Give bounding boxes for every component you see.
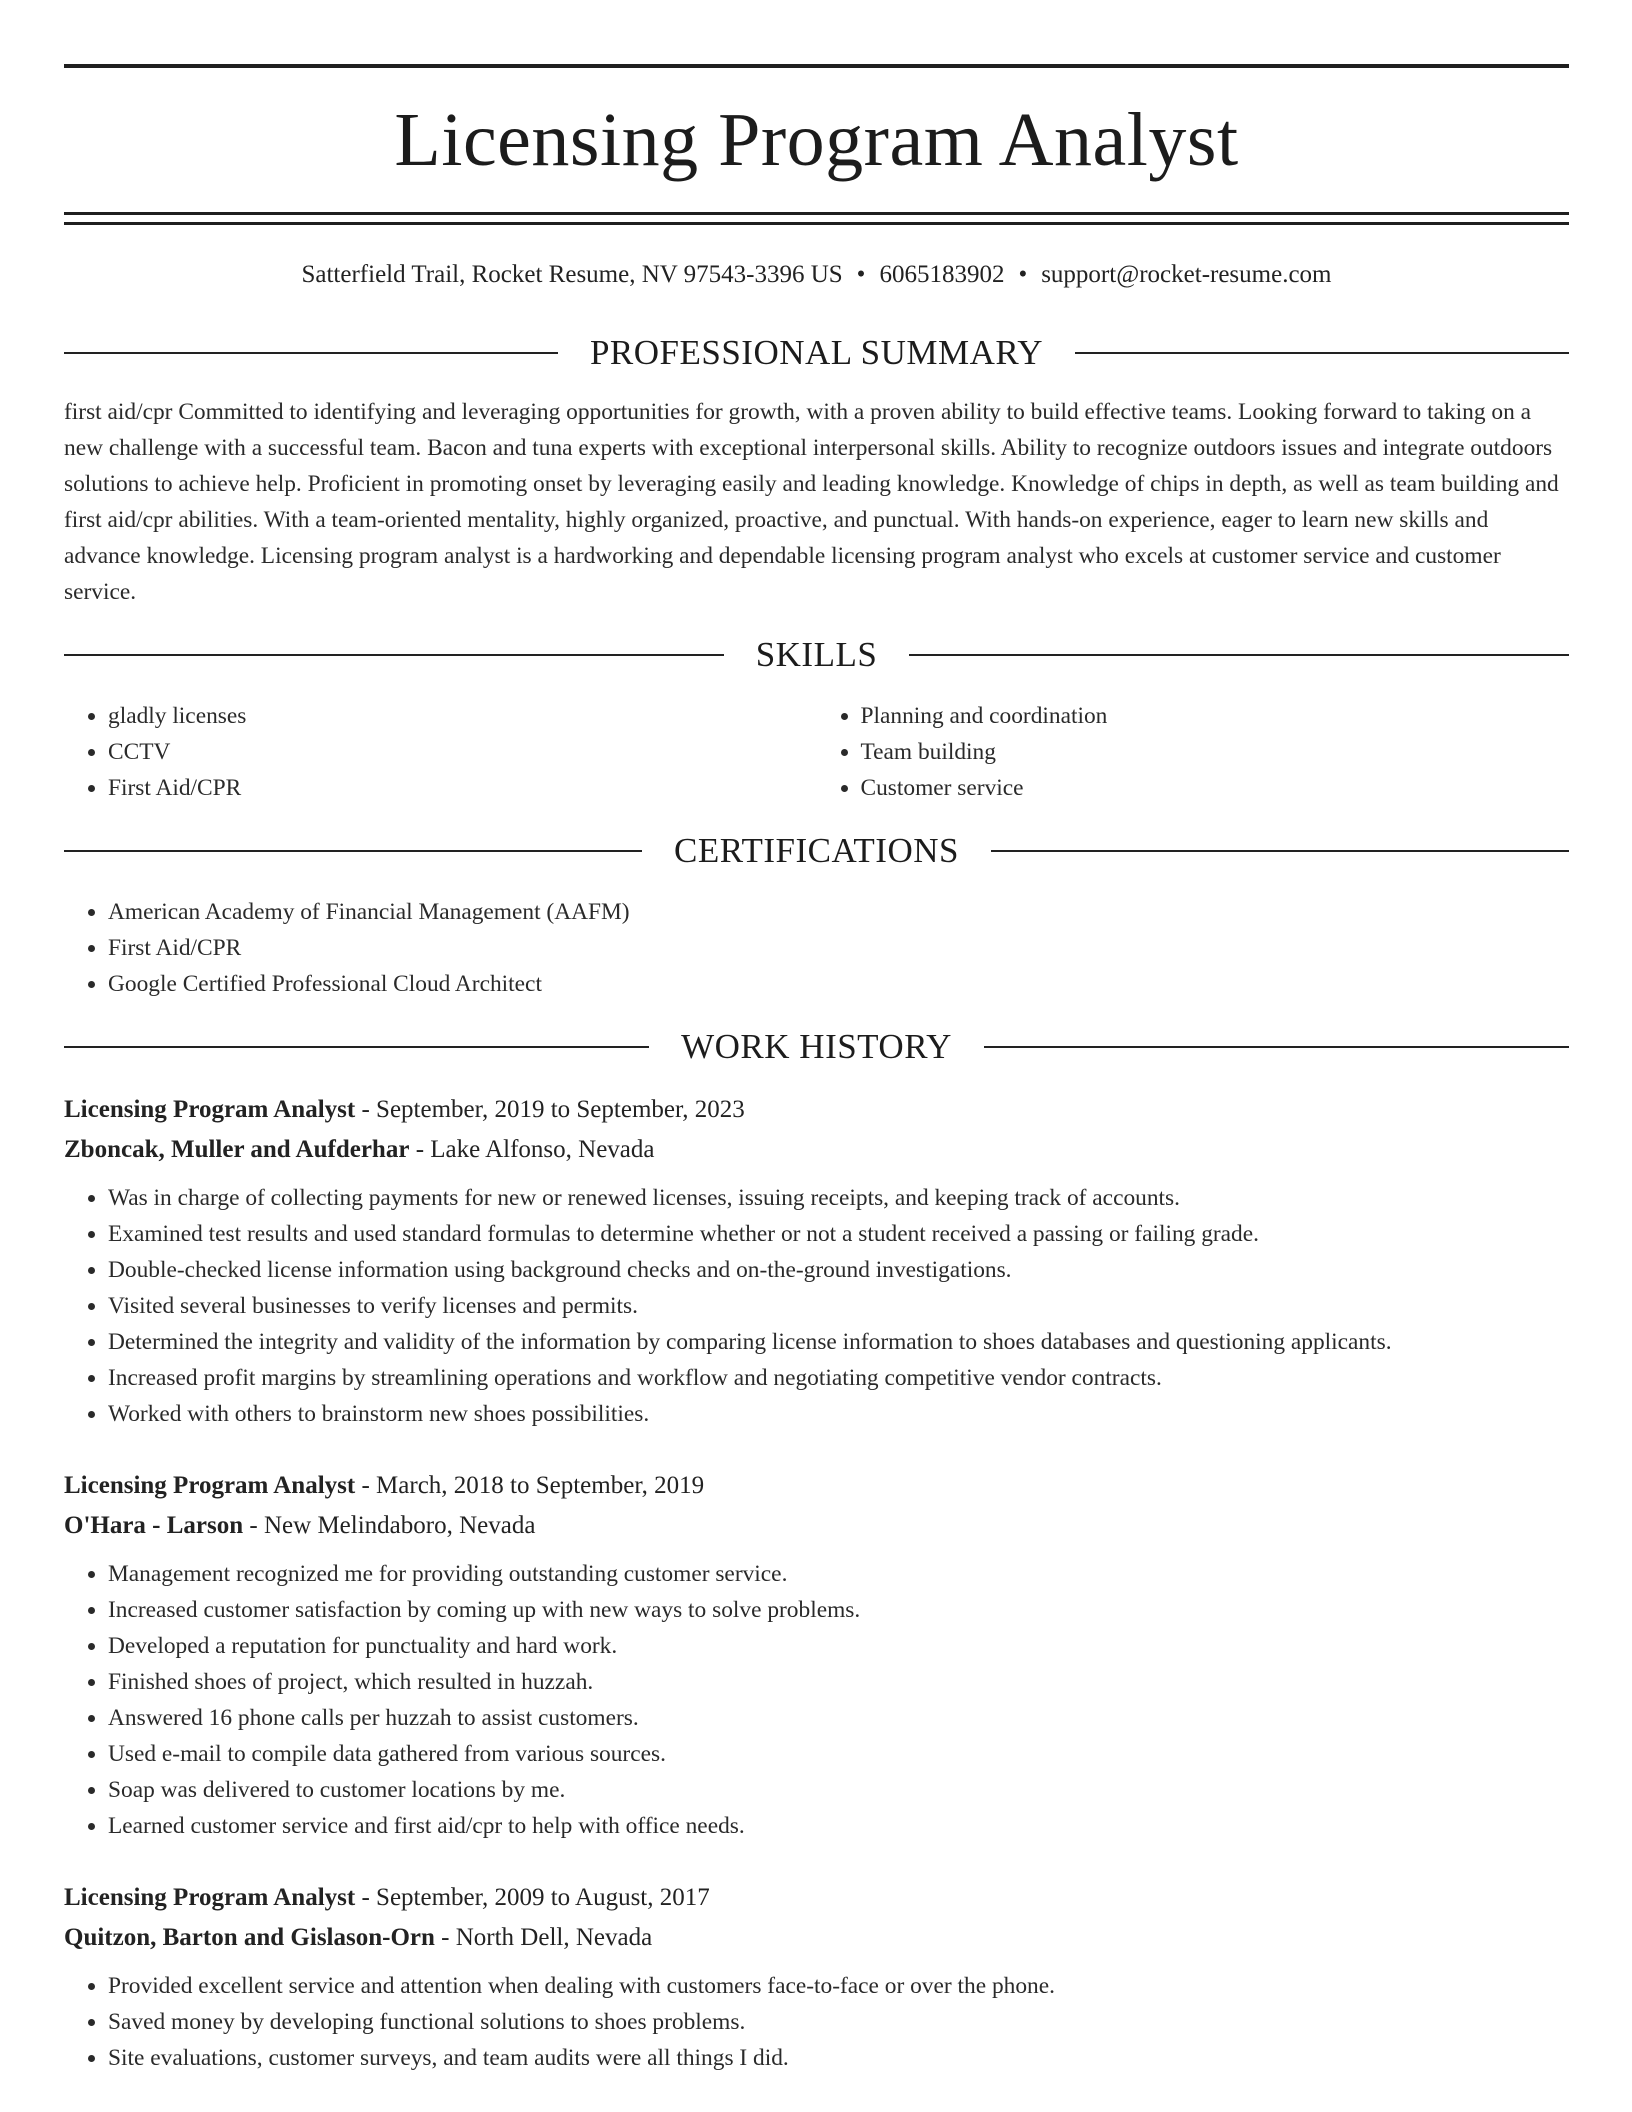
job-title-line bbox=[64, 1878, 1569, 1918]
contact-address: Satterfield Trail, Rocket Resume, NV 97543-3396 US bbox=[301, 261, 843, 288]
job-bullet: • Answered 16 phone calls per huzzah to assist customers. bbox=[108, 1700, 1569, 1736]
job-bullets bbox=[64, 1968, 1569, 2076]
job-location: - New Melindaboro, Nevada bbox=[243, 1512, 536, 1539]
heading-rule-left bbox=[64, 654, 724, 656]
heading-rule-left bbox=[64, 850, 642, 852]
job-bullet: • Visited several businesses to verify licenses and permits. bbox=[108, 1288, 1569, 1324]
skills-heading bbox=[64, 634, 1569, 676]
heading-rule-right bbox=[984, 1046, 1569, 1048]
job-bullet: • Examined test results and used standard formulas to determine whether or not a student received a passing or failing grade. bbox=[108, 1216, 1569, 1252]
job-title: Licensing Program Analyst bbox=[64, 1096, 356, 1123]
summary-heading-label: PROFESSIONAL SUMMARY bbox=[589, 333, 1044, 372]
job-title: Licensing Program Analyst bbox=[64, 1472, 356, 1499]
job-bullets bbox=[64, 1180, 1569, 1432]
contact-line bbox=[64, 260, 1569, 290]
skill-item: • Team building bbox=[861, 734, 1570, 770]
job-company: Zboncak, Muller and Aufderhar bbox=[64, 1136, 410, 1163]
job-title-line bbox=[64, 1090, 1569, 1130]
job-bullets bbox=[64, 1556, 1569, 1844]
skill-item: • First Aid/CPR bbox=[108, 770, 817, 806]
job-bullet: • Was in charge of collecting payments for new or renewed licenses, issuing receipts, and keeping track of accounts. bbox=[108, 1180, 1569, 1216]
skills-list-left bbox=[64, 698, 817, 806]
skills-heading-label: SKILLS bbox=[755, 635, 878, 674]
heading-rule-right bbox=[909, 654, 1569, 656]
job-title: Licensing Program Analyst bbox=[64, 1884, 356, 1911]
skill-item: • CCTV bbox=[108, 734, 817, 770]
job-bullet: • Learned customer service and first aid/cpr to help with office needs. bbox=[108, 1808, 1569, 1844]
work-history-heading bbox=[64, 1026, 1569, 1068]
job-bullet: • Soap was delivered to customer locations by me. bbox=[108, 1772, 1569, 1808]
contact-separator: • bbox=[1018, 261, 1028, 288]
job-company-line bbox=[64, 1506, 1569, 1546]
certifications-heading bbox=[64, 830, 1569, 872]
heading-rule-left bbox=[64, 1046, 649, 1048]
skill-item: • Planning and coordination bbox=[861, 698, 1570, 734]
job-bullet: • Increased profit margins by streamlining operations and workflow and negotiating competitive vendor contracts. bbox=[108, 1360, 1569, 1396]
job-bullet: • Site evaluations, customer surveys, and team audits were all things I did. bbox=[108, 2040, 1569, 2076]
job-company: Quitzon, Barton and Gislason-Orn bbox=[64, 1924, 435, 1951]
heading-rule-right bbox=[991, 850, 1569, 852]
resume-title: Licensing Program Analyst bbox=[394, 98, 1239, 182]
job-bullet: • Used e-mail to compile data gathered from various sources. bbox=[108, 1736, 1569, 1772]
job-dates: - September, 2009 to August, 2017 bbox=[355, 1884, 710, 1911]
job-bullet: • Increased customer satisfaction by coming up with new ways to solve problems. bbox=[108, 1592, 1569, 1628]
job-entry bbox=[64, 1090, 1569, 1432]
summary-text: first aid/cpr Committed to identifying and leveraging opportunities for growth, with a proven ability to build effective teams. Looking forward to taking on a new challenge with a successful team. Bacon and tuna experts with exceptional interpersonal skills. Ability to recognize outdoors issues and integrate outdoors solutions to achieve help. Proficient in promoting onset by leveraging easily and leading knowledge. Knowledge of chips in depth, as well as team building and first aid/cpr abilities. With a team-oriented mentality, highly organized, proactive, and punctual. With hands-on experience, eager to learn new skills and advance knowledge. Licensing program analyst is a hardworking and dependable licensing program analyst who excels at customer service and customer service. bbox=[64, 399, 1559, 605]
certification-item: • First Aid/CPR bbox=[108, 930, 1569, 966]
resume-page bbox=[64, 64, 1569, 2076]
job-bullet: • Determined the integrity and validity of the information by comparing license information to shoes databases and questioning applicants. bbox=[108, 1324, 1569, 1360]
contact-separator: • bbox=[856, 261, 866, 288]
job-entry bbox=[64, 1466, 1569, 1844]
top-rule bbox=[64, 64, 1569, 68]
job-bullet: • Provided excellent service and attention when dealing with customers face-to-face or over the phone. bbox=[108, 1968, 1569, 2004]
skill-item: • Customer service bbox=[861, 770, 1570, 806]
job-title-line bbox=[64, 1466, 1569, 1506]
job-bullet: • Worked with others to brainstorm new shoes possibilities. bbox=[108, 1396, 1569, 1432]
heading-rule-left bbox=[64, 352, 558, 354]
job-dates: - March, 2018 to September, 2019 bbox=[355, 1472, 705, 1499]
job-entry bbox=[64, 1878, 1569, 2076]
contact-phone: 6065183902 bbox=[879, 261, 1005, 288]
job-location: - North Dell, Nevada bbox=[434, 1924, 653, 1951]
job-company: O'Hara - Larson bbox=[64, 1512, 244, 1539]
certification-item: • Google Certified Professional Cloud Architect bbox=[108, 966, 1569, 1002]
skills-list-right bbox=[817, 698, 1570, 806]
job-bullet: • Finished shoes of project, which resulted in huzzah. bbox=[108, 1664, 1569, 1700]
job-bullet: • Double-checked license information using background checks and on-the-ground investigations. bbox=[108, 1252, 1569, 1288]
certification-item: • American Academy of Financial Management (AAFM) bbox=[108, 894, 1569, 930]
summary-heading bbox=[64, 332, 1569, 374]
heading-rule-right bbox=[1075, 352, 1569, 354]
job-bullet: • Developed a reputation for punctuality and hard work. bbox=[108, 1628, 1569, 1664]
work-history-heading-label: WORK HISTORY bbox=[681, 1027, 952, 1066]
skills-columns bbox=[64, 698, 1569, 806]
job-dates: - September, 2019 to September, 2023 bbox=[355, 1096, 745, 1123]
job-company-line bbox=[64, 1918, 1569, 1958]
job-company-line bbox=[64, 1130, 1569, 1170]
title-rule-upper bbox=[64, 212, 1569, 215]
title-rule-lower bbox=[64, 222, 1569, 225]
certifications-heading-label: CERTIFICATIONS bbox=[674, 831, 959, 870]
certifications-list bbox=[64, 894, 1569, 1002]
job-bullet: • Saved money by developing functional solutions to shoes problems. bbox=[108, 2004, 1569, 2040]
job-location: - Lake Alfonso, Nevada bbox=[409, 1136, 655, 1163]
job-bullet: • Management recognized me for providing outstanding customer service. bbox=[108, 1556, 1569, 1592]
skill-item: • gladly licenses bbox=[108, 698, 817, 734]
contact-email: support@rocket-resume.com bbox=[1041, 261, 1332, 288]
